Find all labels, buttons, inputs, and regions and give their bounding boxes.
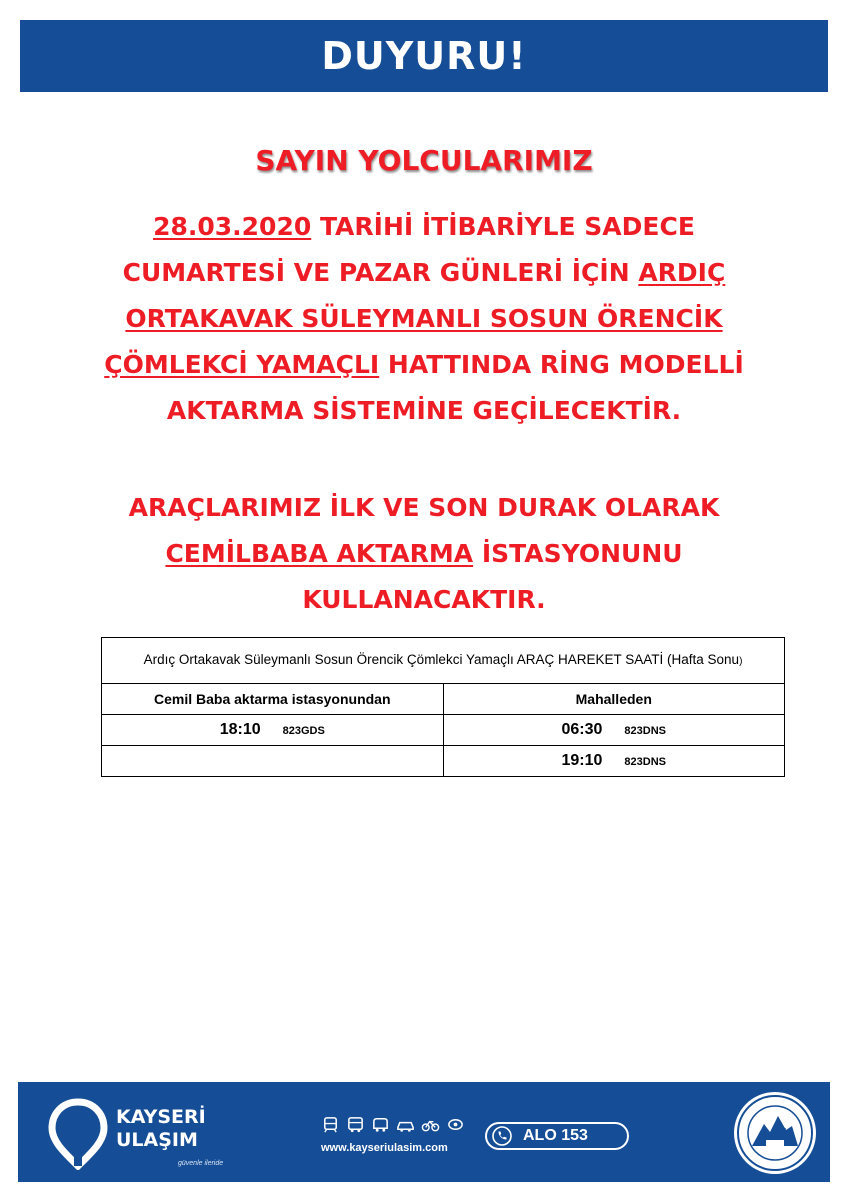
route-code: 823DNS <box>624 756 666 768</box>
announcement-paragraph-1 <box>100 204 748 434</box>
departure-cell <box>443 746 785 777</box>
car-icon <box>396 1115 415 1134</box>
header-title: DUYURU! <box>321 34 527 78</box>
route-code: 823DNS <box>624 725 666 737</box>
schedule-caption <box>102 638 785 684</box>
departure-cell <box>102 715 444 746</box>
transfer-station: CEMİLBABA AKTARMA <box>165 539 474 568</box>
tram-icon <box>321 1115 340 1134</box>
scooter-icon <box>446 1115 465 1134</box>
announcement-paragraph-2 <box>100 485 748 623</box>
salutation: SAYIN YOLCULARIMIZ <box>255 144 593 177</box>
minibus-icon <box>371 1115 390 1134</box>
p1-text-b: HATTINDA RİNG MODELLİ AKTARMA SİSTEMİNE GEÇİLECEKTİR. <box>166 350 744 425</box>
hotline-badge <box>485 1122 629 1150</box>
table-row <box>102 746 785 777</box>
bus-icon <box>346 1115 365 1134</box>
hotline-number: ALO 153 <box>523 1127 588 1144</box>
column-header-from-station: Cemil Baba aktarma istasyonundan <box>102 684 444 715</box>
schedule-table <box>101 637 785 777</box>
departure-cell <box>102 746 444 777</box>
bicycle-icon <box>421 1115 440 1134</box>
departure-time: 06:30 <box>561 721 603 738</box>
departure-time: 19:10 <box>561 752 603 769</box>
brand-line-2: ULAŞIM <box>116 1129 198 1151</box>
p2-text-a: ARAÇLARIMIZ İLK VE SON DURAK OLARAK <box>128 493 720 522</box>
brand-tagline: güvenle ileride <box>178 1160 224 1167</box>
location-pin-logo-icon <box>48 1098 108 1170</box>
column-header-from-neighborhood: Mahalleden <box>443 684 785 715</box>
brand-line-1: KAYSERİ <box>116 1106 206 1128</box>
transport-icons <box>321 1115 465 1134</box>
departure-time: 18:10 <box>219 721 261 738</box>
announcement-header <box>20 20 828 92</box>
website-url: www.kayseriulasim.com <box>321 1142 448 1154</box>
footer-bar <box>18 1082 830 1182</box>
p1-text-a: TARİHİ İTİBARİYLE SADECE CUMARTESİ VE PAZAR GÜNLERİ İÇİN <box>122 212 695 287</box>
departure-cell <box>443 715 785 746</box>
effective-date: 28.03.2020 <box>153 212 312 241</box>
caption-tail: ) <box>739 655 743 667</box>
route-name: ARDIÇ ORTAKAVAK SÜLEYMANLI SOSUN ÖRENCİK ÇÖMLEKCİ YAMAÇLI <box>104 258 726 379</box>
route-code: 823GDS <box>282 725 325 737</box>
phone-icon <box>491 1125 513 1147</box>
table-row <box>102 715 785 746</box>
caption-main: Ardıç Ortakavak Süleymanlı Sosun Örencik Çömlekci Yamaçlı ARAÇ HAREKET SAATİ (Hafta Sonu <box>143 651 740 667</box>
municipality-seal-icon <box>732 1090 818 1176</box>
p2-text-b: İSTASYONUNU KULLANACAKTIR. <box>302 539 683 614</box>
